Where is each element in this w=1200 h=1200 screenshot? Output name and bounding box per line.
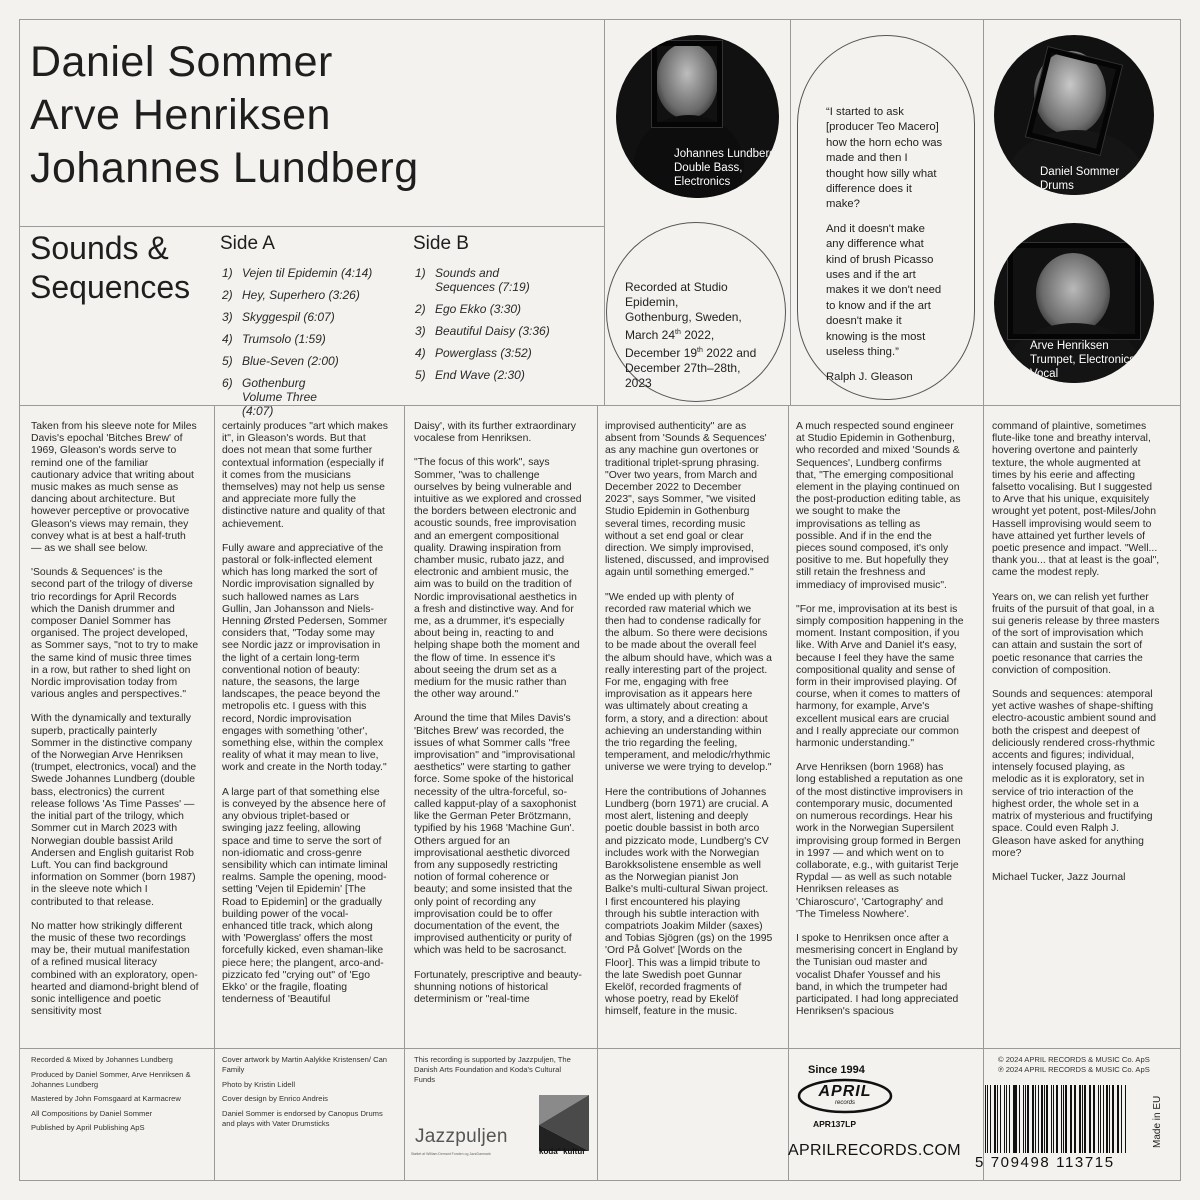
barcode-bar	[1070, 1085, 1071, 1153]
barcode-bar	[1023, 1085, 1024, 1153]
album-title: Sounds & Sequences	[30, 230, 191, 305]
liner-notes-column-4: improvised authenticity" are as absent from 'Sounds & Sequences' as any machine gun overtones or traditional triplet-sprung phrasing. "Over two years, from March and December 2022 to December 2023", says Sommer, "we visited Studio Epidemin in Gothenburg several times, recording music without a set end goal or clear direction. We simply improvised, listened, discussed, and improvised again until something emerged." "We ended up with plenty of recorded raw material which we then had to condense radically for the album. So there were decisions to be made about the overall feel the album should have, which was a really interesting part of the project. For me, engaging with free improvisation as it appears here was ultimately about creating a form, a story, and a direction: about achieving an understanding within the trio regarding the feeling, temperament, and melodic/rhythmic universe we were trying to develop." Here the contributions of Johannes Lundberg (born 1971) are crucial. A most alert, listening and deeply poetic double bassist in both arco and pizzicato mode, Lundberg's CV includes work with the Norwegian Barokksolistene ensemble as well as the Norwegian pianist Jon Balke's multi-cultural Siwan project. I first encountered his playing through his subtle interaction with compatriots Joakim Milder (saxes) and Tobias Sjögren (gs) on the 1995 'Ord På Golvet' [Words on the Floor]. This was a limpid tribute to the late Swedish poet Gunnar Ekelöf, recorded fragments of whose poetry, read by Ekelöf himself, feature in the music.	[605, 421, 773, 1018]
barcode-bar	[1014, 1085, 1016, 1153]
barcode-bar	[990, 1085, 991, 1153]
divider	[983, 405, 984, 1181]
barcode-bar	[1063, 1085, 1064, 1153]
april-records-logo: APRIL records	[797, 1078, 893, 1114]
barcode-bar	[1013, 1085, 1014, 1153]
barcode-bar	[1027, 1085, 1028, 1153]
side-b-heading: Side B	[413, 233, 469, 254]
track-item: 2) Ego Ekko (3:30)	[415, 302, 522, 316]
barcode-bar	[1121, 1085, 1122, 1153]
side-b-tracklist	[415, 266, 565, 390]
barcode-bar	[1082, 1085, 1083, 1153]
portrait-caption: Arve Henriksen Trumpet, Electronics, Vocal	[1030, 340, 1139, 380]
jazzpuljen-logo: Jazzpuljen	[415, 1126, 508, 1147]
divider	[19, 405, 1181, 406]
barcode-bar	[1019, 1085, 1020, 1153]
barcode-bar	[1038, 1085, 1039, 1153]
track-item: 1) Vejen til Epidemin (4:14)	[222, 266, 373, 280]
label-url: APRILRECORDS.COM	[788, 1142, 961, 1159]
barcode-bar	[1032, 1085, 1034, 1153]
track-item: 3) Skyggespil (6:07)	[222, 310, 335, 324]
track-item: 3) Beautiful Daisy (3:36)	[415, 324, 550, 338]
divider	[597, 405, 598, 1181]
gleason-quote: “I started to ask [producer Teo Macero] how the horn echo was made and then I thought how silly what difference does it make? And it doesn't make any difference what kind of brush Picasso uses and if the art makes it we don't need to know and if the art doesn't make it knowing is the most useless thing.” Ralph J. Gleason	[826, 105, 944, 394]
koda-kultur-label: koda° kultur	[539, 1147, 586, 1156]
barcode-bar	[1109, 1085, 1110, 1153]
barcode-number: 5 709498 113715	[975, 1154, 1115, 1171]
barcode-bar	[1079, 1085, 1081, 1153]
track-item: 1) Sounds and Sequences (7:19)	[415, 266, 530, 294]
barcode-bar	[1074, 1085, 1075, 1153]
barcode-bar	[1061, 1085, 1062, 1153]
barcode-bar	[1004, 1085, 1005, 1153]
barcode-bar	[1056, 1085, 1058, 1153]
barcode-bar	[1051, 1085, 1052, 1153]
copyright: © 2024 APRIL RECORDS & MUSIC Co. ApS ℗ 2024 APRIL RECORDS & MUSIC Co. ApS	[998, 1055, 1150, 1074]
barcode-bar	[1100, 1085, 1101, 1153]
liner-notes-column-1: Taken from his sleeve note for Miles Davis's epochal 'Bitches Brew' of 1969, Gleason's words serve to remind one of the familiar cautionary advice that writing about music makes as much sense as dancing about architecture. But however perceptive or provocative Gleason's views may remain, they convey what is at best a half-truth — as we shall see below. 'Sounds & Sequences' is the second part of the trilogy of diverse trio recordings for April Records which the Danish drummer and composer Daniel Sommer has organised. The project developed, as Sommer says, "not to try to make the same kind of music three times in a row, but rather to shed light on Nordic improvisation today from various angles and perspectives." With the dynamically and texturally superb, practically painterly Sommer in the distinctive company of the Norwegian Arve Henriksen (trumpet, electronics, vocal) and the Swede Johannes Lundberg (double bass, electronics) the current release follows 'As Time Passes' — the initial part of the trilogy, which Sommer cut in March 2023 with Norwegian double bassist Arild Andersen and English guitarist Rob Luft. You can find background information on Sommer (born 1987) in the sleeve note which I contributed to that release. No matter how strikingly different the music of these two recordings may be, their mutual manifestation of a refined musical literacy combined with an exploratory, open-hearted and diamond-bright blend of sonic intelligence and poetic sensitivity most	[31, 421, 199, 1018]
liner-notes-column-3: Daisy', with its further extraordinary vocalese from Henriksen. "The focus of this work", says Sommer, "was to challenge ourselves by being vulnerable and intuitive as we explored and crossed the borders between electronic and acoustic sounds, free improvisation and an emergent compositional quality. Drawing inspiration from chamber music, rubato jazz, and electronic and ambient music, the aim was to build on the tradition of Nordic improvisational aesthetics in a fresh and distinctive way. And for me, as a drummer, it's especially about being in, reacting to and helping shape both the moment and the flow of time. In essence it's about seeing the drum set as a medium for the music rather than the other way around." Around the time that Miles Davis's 'Bitches Brew' was recorded, the issues of what Sommer calls "free improvisation" and "improvisational aesthetics" were starting to gather force. Some spoke of the historical necessity of the ultra-forceful, so-called kapput-play of a saxophonist like the German Peter Brötzmann, typified by his 1968 'Machine Gun'. Others argued for an improvisational aesthetic divorced from any supposedly restricting notion of formal coherence or beauty; and some insisted that the only point of recording any improvisation could be to offer documentation of the event, the improvised authenticity or purity of which was held to be sacrosanct. Fortunately, prescriptive and beauty-shunning notions of historical determinism or "real-time	[414, 421, 582, 1005]
barcode-bar	[997, 1085, 998, 1153]
artist-names	[30, 36, 419, 195]
made-in-label: Made in EU	[1152, 1095, 1163, 1148]
barcode-bar	[987, 1085, 988, 1153]
barcode-bar	[1103, 1085, 1104, 1153]
quote-author: Ralph J. Gleason	[826, 370, 913, 383]
barcode-bar	[1000, 1085, 1001, 1153]
artist-name: Daniel Sommer	[30, 38, 333, 86]
barcode-bar	[1117, 1085, 1118, 1153]
koda-kultur-logo	[539, 1095, 589, 1151]
label-since: Since 1994	[808, 1064, 865, 1076]
jazzpuljen-subtitle: Støttet af William Demant Fonden og JazzDanmark	[411, 1152, 491, 1156]
support-notice: This recording is supported by Jazzpuljen, The Danish Arts Foundation and Koda's Cultural Funds	[414, 1055, 571, 1084]
barcode-bar	[1053, 1085, 1054, 1153]
barcode-bar	[1041, 1085, 1042, 1153]
barcode-bar	[1098, 1085, 1099, 1153]
side-a-tracklist	[222, 266, 382, 426]
barcode-bar	[1125, 1085, 1126, 1153]
track-item: 5) Blue-Seven (2:00)	[222, 354, 339, 368]
barcode-bar	[1065, 1085, 1066, 1153]
barcode-bar	[1090, 1085, 1091, 1153]
track-item: 5) End Wave (2:30)	[415, 368, 525, 382]
barcode-bar	[1089, 1085, 1090, 1153]
portrait-lundberg	[616, 35, 779, 198]
liner-notes-column-5: A much respected sound engineer at Studio Epidemin in Gothenburg, who recorded and mixed 'Sounds & Sequences', Lundberg confirms that, "The emerging compositional element in the playing continued on the post-production editing table, as we sought to make the improvisations as telling as possible. And if in the end the pieces sound composed, it's only positive to me. But hopefully they still retain the freshness and immediacy of improvised music". "For me, improvisation at its best is simply composition happening in the moment. Instant composition, if you like. With Arve and Daniel it's easy, because I feel they have the same compositional quality and sense of form in their improvised playing. Of course, when it comes to matters of harmony, for example, Arve's excellent musical ears are crucial and I really appreciate our common harmonic understanding." Arve Henriksen (born 1968) has long established a reputation as one of the most distinctive improvisers in contemporary music, documented on numerous recordings. Hear his work in the Norwegian Supersilent improvising group formed in Bergen in 1997 — and which went on to collaborate, e.g., with guitarist Terje Rypdal — as well as such notable Henriksen releases as 'Chiaroscuro', 'Cartography' and 'The Timeless Nowhere'. I spoke to Henriksen once after a mesmerising concert in England by the Tunisian oud master and vocalist Dhafer Youssef and his band, in which the trumpeter had participated. I had long appreciated Henriksen's spacious	[796, 421, 964, 1018]
artist-name: Arve Henriksen	[30, 91, 331, 139]
divider	[404, 405, 405, 1181]
barcode-bar	[1035, 1085, 1036, 1153]
barcode-bar	[994, 1085, 996, 1153]
barcode	[985, 1085, 1127, 1153]
barcode-bar	[1046, 1085, 1047, 1153]
barcode-bar	[1118, 1085, 1119, 1153]
barcode-bar	[985, 1085, 986, 1153]
artist-name: Johannes Lundberg	[30, 144, 419, 192]
divider	[214, 405, 215, 1181]
side-a-heading: Side A	[220, 233, 275, 254]
barcode-bar	[1084, 1085, 1085, 1153]
credits-artwork: Cover artwork by Martin Aalykke Kristensen/ Can Family Photo by Kristin Lidell Cover design by Enrico Andreis Daniel Sommer is endorsed by Canopus Drums and plays with Vater Drumsticks	[222, 1055, 388, 1128]
track-item: 4) Powerglass (3:52)	[415, 346, 532, 360]
portrait-henriksen	[994, 223, 1154, 383]
credits-recording: Recorded & Mixed by Johannes Lundberg Produced by Daniel Sommer, Arve Henriksen & Johannes Lundberg Mastered by John Fomsgaard at Karmacrew All Compositions by Daniel Sommer Published by April Publishing ApS	[31, 1055, 191, 1132]
barcode-bar	[1112, 1085, 1113, 1153]
barcode-bar	[1025, 1085, 1026, 1153]
barcode-bar	[1006, 1085, 1007, 1153]
divider	[19, 1048, 1181, 1049]
track-item: 4) Trumsolo (1:59)	[222, 332, 326, 346]
divider	[19, 226, 604, 227]
frame-prop	[1008, 243, 1140, 339]
divider	[790, 19, 791, 405]
divider	[983, 19, 984, 405]
barcode-bar	[1009, 1085, 1010, 1153]
barcode-bar	[1044, 1085, 1045, 1153]
catalog-number: APR137LP	[813, 1119, 856, 1129]
track-item: 2) Hey, Superhero (3:26)	[222, 288, 360, 302]
divider	[788, 405, 789, 1181]
barcode-bar	[1093, 1085, 1094, 1153]
portrait-caption: Johannes Lundberg Double Bass, Electronics	[674, 148, 776, 188]
barcode-bar	[1106, 1085, 1108, 1153]
notes-author: Michael Tucker, Jazz Journal	[992, 871, 1126, 883]
divider	[604, 19, 605, 405]
portrait-sommer	[994, 35, 1154, 195]
portrait-caption: Daniel Sommer Drums	[1040, 166, 1120, 192]
frame-prop	[652, 41, 722, 127]
liner-notes-column-6: command of plaintive, sometimes flute-like tone and breathy interval, hovering overtone and painterly texture, the whole augmented at times by his eerie and affecting falsetto vocalising. But I suggested to Arve that his unique, exquisitely wrought yet potent, post-Miles/John Hassell improvising would seem to have attained yet further levels of poetic presence and impact. "Well... thank you... that at least is the goal", came the modest reply. Years on, we can relish yet further fruits of the pursuit of that goal, in a sui generis release by three masters of the sort of improvisation which can attain and sustain the sort of poetic resonance that carries the conviction of composition. Sounds and sequences: atemporal yet active washes of shape-shifting electro-acoustic ambient sound and both the crispest and deepest of deliciously rendered cross-rhythmic accents and figures; individual, intensely focused playing, as melodic as it is exploratory, set in service of trio interaction of the highest order, the whole set in a matrix of mysterious and fructifying space. Could even Ralph J. Gleason have asked for anything more? Michael Tucker, Jazz Journal	[992, 421, 1160, 883]
recording-info: Recorded at Studio Epidemin, Gothenburg, Sweden, March 24th 2022, December 19th 2022 and December 27th–28th, 2023	[625, 280, 757, 390]
barcode-bar	[1071, 1085, 1072, 1153]
liner-notes-column-2: certainly produces "art which makes it", in Gleason's words. But that does not mean that some further contextual information (especially if it comes from the musicians themselves) may not help us sense and appreciate more fully the distinctive nature and quality of that achievement. Fully aware and appreciative of the pastoral or folk-inflected element which has long marked the sort of Nordic improvisation signalled by such hallowed names as Lars Gullin, Jan Johansson and Niels-Henning Ørsted Pedersen, Sommer considers that, "Today some may see Nordic jazz or improvisation in the light of a certain long-term conventional notion of beauty: nature, the seasons, the large landscapes, the peace beyond the metropolis etc. I guess with this record, Nordic improvisation engages with something 'other', something else, within the complex reality of what it may mean to live, work and create in the North today." A large part of that something else is conveyed by the absence here of any obvious triplet-based or swinging jazz feeling, allowing space and time to serve the sort of non-idiomatic and cross-genre sensibility which can intimate liminal realms. Sample the opening, mood-setting 'Vejen til Epidemin' [The Road to Epidemin] or the gradually building power of the vocal-enhanced title track, which along with 'Powerglass' offers the most forcefully kicked, even shaman-like piece here; the plangent, arco-and-pizzicato fed "crying out" of 'Ego Ekko' or the fragile, floating tenderness of 'Beautiful	[222, 421, 388, 1006]
track-item: 6) Gothenburg Volume Three (4:07)	[222, 376, 317, 418]
